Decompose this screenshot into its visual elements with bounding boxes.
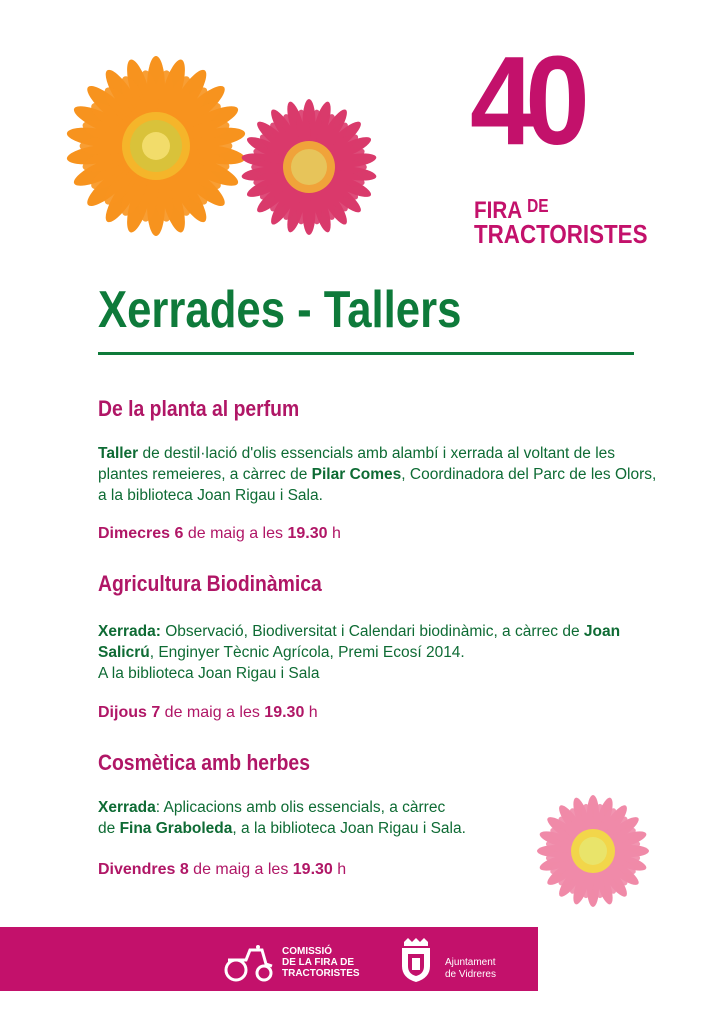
event-1-day: Dimecres 6 <box>98 525 184 542</box>
badge-tractoristes-line: TRACTORISTES <box>474 219 648 249</box>
event-3-person: Fina Graboleda <box>119 820 233 837</box>
red-flower-illustration <box>234 92 384 242</box>
badge-fira-word: FIRA <box>474 197 522 224</box>
event-1-lead: Taller <box>98 445 139 462</box>
page-title: Xerrades - Tallers <box>98 281 462 339</box>
event-2-text-b: , Enginyer Tècnic Agrícola, Premi Ecosí 2014. <box>149 644 465 661</box>
event-1-date-end: h <box>327 525 341 542</box>
event-3-date-mid: de maig a les <box>188 861 293 878</box>
tractor-logo-icon <box>222 944 276 982</box>
event-2-day: Dijous 7 <box>98 704 161 721</box>
event-2-date-end: h <box>304 704 318 721</box>
event-2-title: Agricultura Biodinàmica <box>98 571 322 596</box>
event-1-date-mid: de maig a les <box>183 525 288 542</box>
event-3-date-end: h <box>332 861 347 878</box>
event-3-time: 19.30 <box>292 861 333 878</box>
town-coat-of-arms-icon <box>398 938 434 982</box>
event-3-date <box>98 859 346 881</box>
event-3-text-a: : Aplicacions amb olis essencials, a càrrec <box>155 799 446 816</box>
event-2-person: Joan Salicrú <box>98 623 621 661</box>
event-2-description <box>98 621 658 684</box>
event-1-text-a: de destil·lació d'olis essencials amb alambí i xerrada al voltant de les plantes remeieres, a càrrec de <box>98 445 616 483</box>
orange-flower-illustration <box>58 48 254 244</box>
event-3-text-a2: de <box>98 820 120 837</box>
event-1-description <box>98 443 658 506</box>
event-1-title: De la planta al perfum <box>98 396 300 421</box>
event-3-title: Cosmètica amb herbes <box>98 750 310 775</box>
anniversary-number: 40 <box>470 30 581 171</box>
event-3-description <box>98 797 658 839</box>
event-2-date <box>98 702 318 724</box>
event-3-lead: Xerrada <box>98 799 156 816</box>
event-2-lead: Xerrada: <box>98 623 161 640</box>
event-2-text-a: Observació, Biodiversitat i Calendari biodinàmic, a càrrec de <box>160 623 584 640</box>
event-1-text-b: , Coordinadora del Parc de les Olors, a la biblioteca Joan Rigau i Sala. <box>98 466 657 504</box>
title-divider <box>98 352 634 355</box>
organizer-name: COMISSIÓ DE LA FIRA DE TRACTORISTES <box>282 946 360 979</box>
event-3-text-b: , a la biblioteca Joan Rigau i Sala. <box>232 820 466 837</box>
event-3-day: Divendres 8 <box>98 861 189 878</box>
council-name: Ajuntament de Vidreres <box>445 957 496 980</box>
event-1-time: 19.30 <box>287 525 328 542</box>
event-2-time: 19.30 <box>264 704 305 721</box>
event-2-text-c: A la biblioteca Joan Rigau i Sala <box>98 665 320 682</box>
event-2-date-mid: de maig a les <box>160 704 265 721</box>
badge-de-word: DE <box>527 196 549 216</box>
event-1-date <box>98 523 341 545</box>
event-1-person: Pilar Comes <box>311 466 402 483</box>
